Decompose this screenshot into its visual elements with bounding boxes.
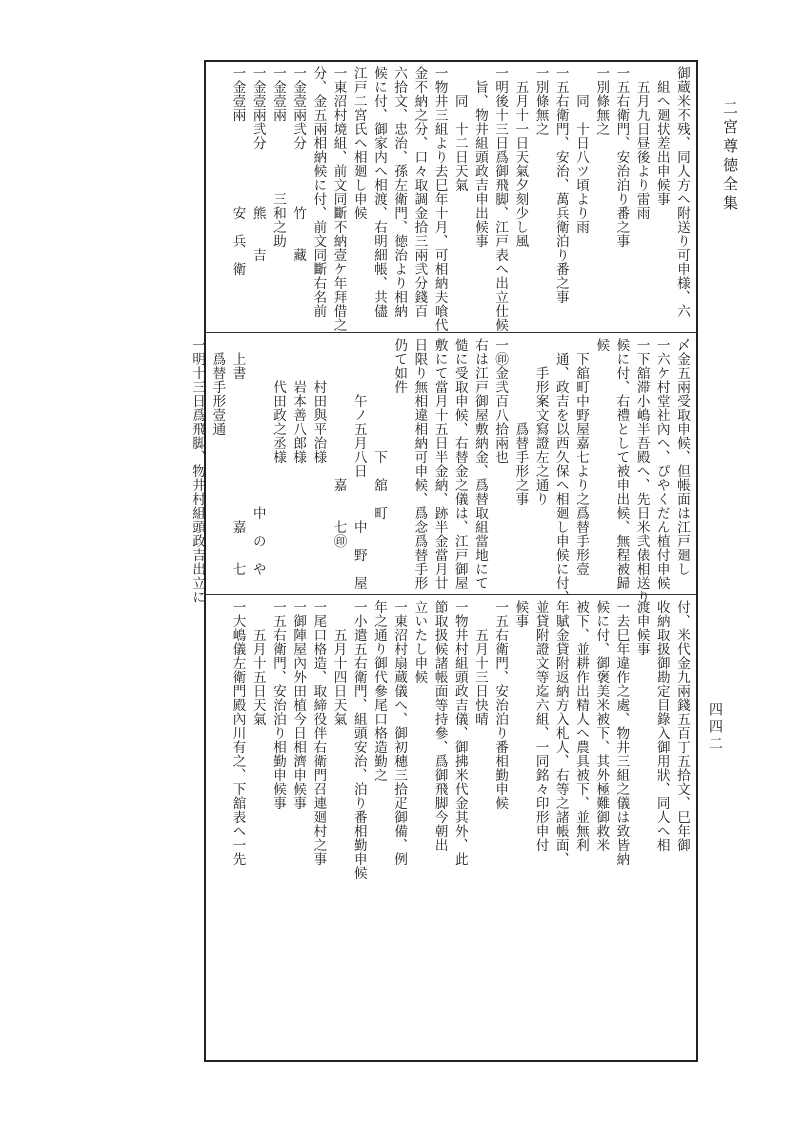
text-column: 一別條無之 [532, 66, 549, 136]
text-column: 候 [593, 338, 610, 352]
text-column: 組へ廻状差出申候事 [653, 80, 670, 206]
text-column: 一五右衛門、安治泊り相勤申候事 [269, 600, 286, 810]
text-column: 年之通り御代參尾口格造勤之 [370, 600, 387, 782]
text-column: 一金壹兩 三和之助 [269, 66, 286, 248]
text-column: 通、政吉を以西久保へ相廻し申候に付、 [552, 352, 569, 604]
text-column: 五月十三日快晴 [471, 628, 488, 726]
text-column: 午ノ五月八日 中 野 屋 [350, 394, 367, 590]
text-column: 仍て如件 [391, 338, 408, 394]
text-column: 一金壹兩 安 兵 衛 [229, 66, 246, 276]
text-column: 一物井三組より去巳年十月、可相納夫喰代 [431, 66, 448, 332]
text-column: 渡申候事 [633, 600, 650, 656]
text-column: 下舘町中野屋嘉七より之爲替手形壹 [572, 352, 589, 576]
text-column: 付、米代金九兩錢五百丁五拾文、巳年御 [674, 600, 690, 852]
text-column: 候に付、御褒美米被下、其外極難御救米 [593, 600, 610, 852]
text-column: 一五右衛門、安治泊り番相勤申候 [492, 600, 509, 810]
text-column: 五月十四日天氣 [330, 628, 347, 726]
tier-top [208, 64, 694, 330]
tier-bottom-columns [227, 600, 692, 1060]
page-number: 四四二 [707, 702, 723, 753]
text-column: 江戸二宮氏へ相廻し申候 [350, 66, 367, 220]
text-column: 一御陣屋內外田植今日相濟申候事 [290, 600, 307, 810]
tier-top-columns [227, 66, 692, 332]
text-column: 一明後十三日爲御飛脚、江戸表へ出立仕候 [492, 66, 509, 332]
text-column: 節取扱候諸帳面等持參、爲御飛脚今朝出 [431, 600, 448, 852]
text-column: 一東沼村扇蔵儀へ、御初穗三拾疋御備、例 [391, 600, 408, 866]
tier-bottom [208, 598, 694, 1058]
text-column: 候に付、御家内へ相渡、右明細帳、共儘 [370, 66, 387, 318]
text-column: 同 十日八ツ頃より雨 [572, 94, 589, 234]
text-column: 岩本善八郎様 [290, 380, 307, 464]
text-column: 五月十五日天氣 [249, 628, 266, 726]
text-column: 一下舘滞小嶋半吾殿へ、先日米弐俵相送り [633, 338, 650, 604]
text-column: 一明十三日爲飛脚、物井村組頭政吉出立に [189, 338, 206, 604]
text-column: 御蔵米不残、同人方へ附送り可申様、六 [674, 66, 690, 318]
text-column: 同 十二日天氣 [451, 94, 468, 192]
text-column: 一金壹兩弐分 熊 吉 [249, 66, 266, 262]
text-column: 一五右衛門、安治泊り番之事 [613, 66, 630, 248]
book-title: 二宮尊徳全集 [721, 100, 739, 214]
text-column: 一五右衛門、安治、萬兵衛泊り番之事 [552, 66, 569, 304]
text-column: 日限り無相違相納可申候、爲念爲替手形 [411, 338, 428, 590]
tier-middle-columns [187, 338, 692, 604]
text-column: 一去巳年違作之處、物井三組之儀は致皆納 [613, 600, 630, 866]
text-column: 敷にて當月十五日半金納、跡半金當月廿 [431, 338, 448, 590]
text-column: 立いたし申候 [411, 600, 428, 684]
text-column: 五月九日昼後より雷雨 [633, 80, 650, 220]
text-column: 一金壹兩弐分 竹 藏 [290, 66, 307, 262]
text-column: 金不納之分、口々取調金拾三兩弐分錢百 [411, 66, 428, 318]
tier-divider-1 [204, 332, 698, 333]
text-column: 〆金五兩受取申候、但帳面は江戸廻し [674, 338, 690, 576]
text-column: 慥に受取申候、右替金之儀は、江戸御屋 [451, 338, 468, 590]
text-column: 一物井村組頭政吉儀、御拂米代金其外、此 [451, 600, 468, 866]
text-column: 一尾口格造、取締役伴右衛門召連廻村之事 [310, 600, 327, 866]
text-column: 下 舘 町 [370, 450, 387, 520]
text-column: 爲替手形壹通 [209, 352, 226, 436]
text-column: 一六ケ村堂社內へ、ぴやくだん植付申候 [653, 338, 670, 590]
tier-middle [189, 336, 694, 604]
text-column: 一小遣五右衛門、組頭安治、泊り番相勤申候 [350, 600, 367, 880]
text-column: 年賦金貸附返納方入札人、右等之諸帳面、 [552, 600, 569, 866]
text-column: 並貸附證文等迄六組、一同銘々印形申付 [532, 600, 549, 852]
text-column: 手形案文寫證左之通り [532, 366, 549, 506]
text-column: 一別條無之 [593, 66, 610, 136]
text-column: 村田與平治様 [310, 380, 327, 464]
text-column: 六拾文、忠治、孫左衛門、徳治より相納 [391, 66, 408, 318]
text-column: 中 の や [249, 506, 266, 576]
text-column: 被下、並耕作出精人へ農具被下、並無利 [572, 600, 589, 852]
text-column: 右は江戸御屋敷納金、爲替取組當地にて [471, 338, 488, 590]
text-column: 候に付、右禮として被申出候、無程被歸 [613, 338, 630, 590]
text-column: 一東沼村境組、前文同斷不納壹ケ年拜借之 [330, 66, 347, 332]
tier-divider-2 [204, 594, 698, 595]
text-column: 上書 嘉 七 [229, 352, 246, 576]
text-column: 收納取扱御勘定目錄入御用狀、同人へ相 [653, 600, 670, 852]
text-column: 五月十一日天氣夕刻少し風 [512, 80, 529, 248]
text-column: 候事 [512, 600, 529, 628]
text-column: 旨、物井組頭政吉申出候事 [471, 80, 488, 248]
text-column: 分、金五兩相納候に付、前文同斷右名前 [310, 66, 327, 318]
text-column: 爲替手形之事 [512, 422, 529, 506]
text-column: 一㊞金弐百八拾兩也 [492, 338, 509, 464]
text-column: 嘉 七㊞ [330, 478, 347, 548]
text-column: 一大嶋儀左衛門殿內川有之、下舘表へ一先 [229, 600, 246, 866]
text-column: 代田政之丞様 [269, 380, 286, 464]
